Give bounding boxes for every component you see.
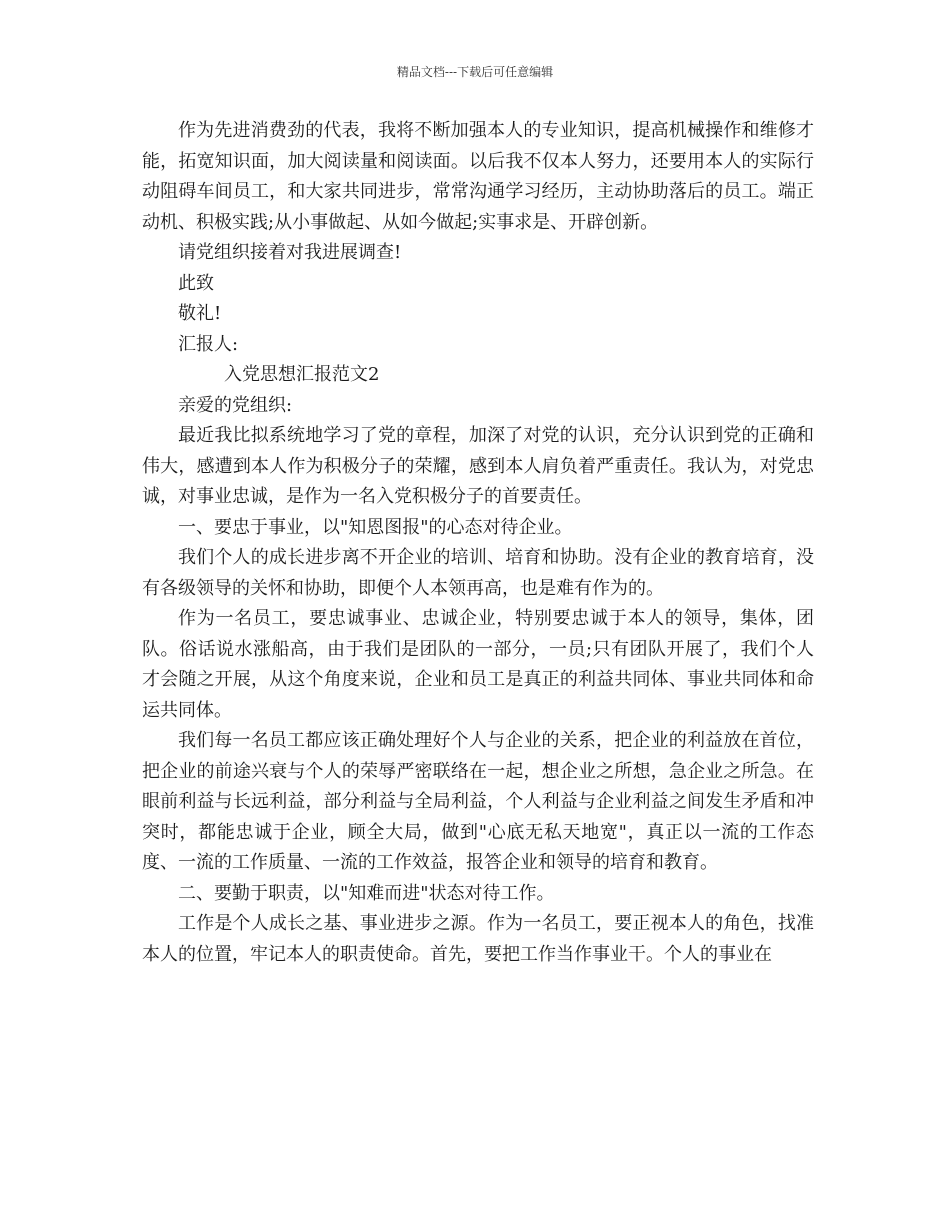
closing-jingli: 敬礼! bbox=[178, 303, 222, 324]
paragraph-request-investigation: 请党组织接着对我进展调查! bbox=[178, 242, 402, 263]
closing-cizhi: 此致 bbox=[178, 272, 214, 294]
reporter-signature: 汇报人: bbox=[178, 333, 239, 355]
salutation: 亲爱的党组织: bbox=[178, 394, 293, 416]
heading-loyal-to-career: 一、要忠于事业，以"知恩图报"的心态对待企业。 bbox=[178, 516, 573, 538]
page-header-watermark: 精品文档---下载后可任意编辑 bbox=[396, 65, 554, 79]
paragraph-growth: 我们个人的成长进步离不开企业的培训、培育和协助。没有企业的教育培育，没有各级领导的关怀和协助，即便个人本领再高，也是难有作为的。 bbox=[142, 547, 814, 599]
paragraph-loyalty-team: 作为一名员工，要忠诚事业、忠诚企业，特别要忠诚于本人的领导，集体，团队。俗话说水涨船高，由于我们是团队的一部分，一员;只有团队开展了，我们个人才会随之开展，从这个角度来说，企业和员工是真正的利益共同体、事业共同体和命运共同体。 bbox=[142, 608, 814, 721]
section-title: 入党思想汇报范文2 bbox=[224, 364, 380, 385]
document-body bbox=[142, 116, 814, 970]
paragraph-work-foundation: 工作是个人成长之基、事业进步之源。作为一名员工，要正视本人的角色，找准本人的位置，牢记本人的职责使命。首先，要把工作当作事业干。个人的事业在 bbox=[142, 913, 814, 965]
paragraph-study-charter: 最近我比拟系统地学习了党的章程，加深了对党的认识，充分认识到党的正确和伟大，感遭到本人作为积极分子的荣耀，感到本人肩负着严重责任。我认为，对党忠诚，对事业忠诚，是作为一名入党积极分子的首要责任。 bbox=[142, 425, 814, 507]
heading-diligent-duty: 二、要勤于职责，以"知难而进"状态对待工作。 bbox=[178, 882, 555, 904]
paragraph-personal-vs-enterprise: 我们每一名员工都应该正确处理好个人与企业的关系，把企业的利益放在首位，把企业的前途兴衰与个人的荣辱严密联络在一起，想企业之所想，急企业之所急。在眼前利益与长远利益，部分利益与全局利益，个人利益与企业利益之间发生矛盾和冲突时，都能忠诚于企业，顾全大局，做到"心底无私天地宽"，真正以一流的工作态度、一流的工作质量、一流的工作效益，报答企业和领导的培育和教育。 bbox=[142, 730, 814, 873]
paragraph-commitment: 作为先进消费劲的代表，我将不断加强本人的专业知识，提高机械操作和维修才能，拓宽知识面，加大阅读量和阅读面。以后我不仅本人努力，还要用本人的实际行动阻碍车间员工，和大家共同进步，常常沟通学习经历，主动协助落后的员工。端正动机、积极实践;从小事做起、从如今做起;实事求是、开辟创新。 bbox=[142, 120, 814, 233]
